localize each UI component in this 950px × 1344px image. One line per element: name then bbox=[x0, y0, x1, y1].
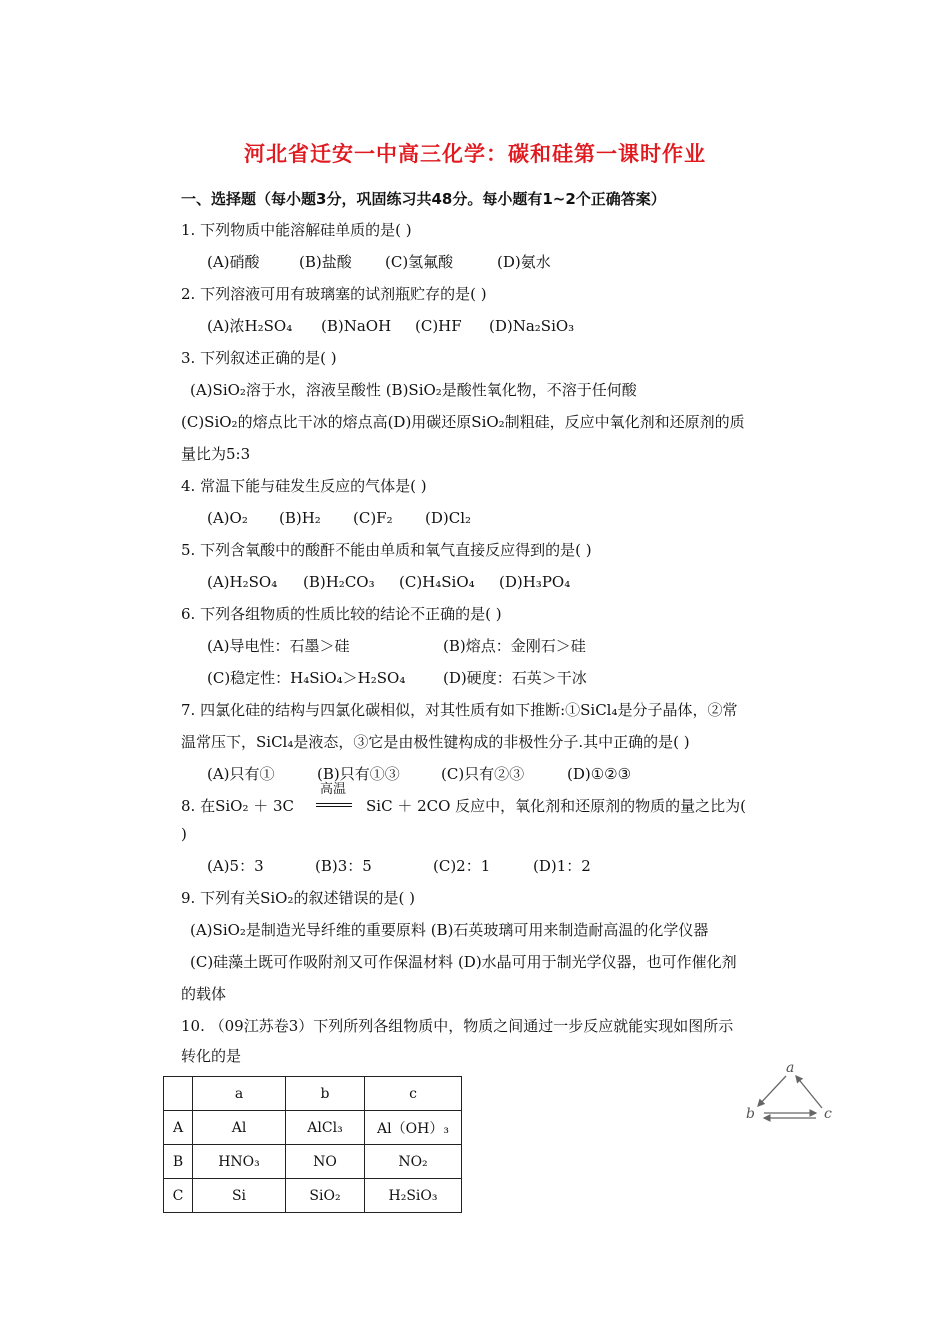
q4-option-d: (D)Cl₂ bbox=[425, 509, 472, 527]
q8-option-a: (A)5：3 bbox=[207, 857, 264, 875]
answer-table bbox=[163, 1076, 462, 1213]
q1-option-a: (A)硝酸 bbox=[207, 253, 260, 271]
question-4-options bbox=[207, 508, 471, 528]
question-8-post: SiC ＋ 2CO 反应中，氧化剂和还原剂的物质的量之比为( bbox=[366, 797, 747, 815]
question-9-stem: 9. 下列有关SiO₂的叙述错误的是( ) bbox=[181, 889, 415, 907]
table-cell: B bbox=[164, 1145, 193, 1179]
q5-option-d: (D)H₃PO₄ bbox=[499, 573, 571, 591]
question-7-options bbox=[207, 764, 631, 784]
table-cell: NO bbox=[286, 1145, 365, 1179]
question-7-line-2: 温常压下，SiCl₄是液态，③它是由极性键构成的非极性分子.其中正确的是( ) bbox=[181, 733, 690, 751]
q5-option-c: (C)H₄SiO₄ bbox=[399, 573, 475, 591]
question-3-line-1: (A)SiO₂溶于水，溶液呈酸性 (B)SiO₂是酸性氧化物，不溶于任何酸 bbox=[190, 381, 637, 399]
table-cell: AlCl₃ bbox=[286, 1111, 365, 1145]
q6-option-a: (A)导电性：石墨＞硅 bbox=[207, 637, 350, 655]
q7-option-a: (A)只有① bbox=[207, 765, 275, 783]
question-6-stem: 6. 下列各组物质的性质比较的结论不正确的是( ) bbox=[181, 605, 502, 623]
table-header-row bbox=[164, 1077, 462, 1111]
node-a-label: a bbox=[786, 1060, 795, 1076]
question-1-stem: 1. 下列物质中能溶解硅单质的是( ) bbox=[181, 221, 412, 239]
q8-option-c: (C)2：1 bbox=[433, 857, 491, 875]
question-2-options bbox=[207, 316, 574, 336]
table-header-cell bbox=[164, 1077, 193, 1111]
question-6-options-row-1 bbox=[207, 636, 586, 656]
question-8-options bbox=[207, 856, 591, 876]
question-9-line-2: (C)硅藻土既可作吸附剂又可作保温材料 (D)水晶可用于制光学仪器，也可作催化剂 bbox=[190, 953, 737, 971]
table-cell: Al bbox=[193, 1111, 286, 1145]
table-row bbox=[164, 1111, 462, 1145]
table-cell: C bbox=[164, 1179, 193, 1213]
node-b-label: b bbox=[746, 1106, 755, 1122]
question-2-stem: 2. 下列溶液可用有玻璃塞的试剂瓶贮存的是( ) bbox=[181, 285, 487, 303]
table-cell: Al（OH）₃ bbox=[365, 1111, 462, 1145]
q4-option-b: (B)H₂ bbox=[279, 509, 321, 527]
q6-option-c: (C)稳定性：H₄SiO₄＞H₂SO₄ bbox=[207, 669, 406, 687]
table-row bbox=[164, 1179, 462, 1213]
q2-option-a: (A)浓H₂SO₄ bbox=[207, 317, 293, 335]
q2-option-d: (D)Na₂SiO₃ bbox=[489, 317, 575, 335]
question-5-stem: 5. 下列含氧酸中的酸酐不能由单质和氧气直接反应得到的是( ) bbox=[181, 541, 592, 559]
table-cell: H₂SiO₃ bbox=[365, 1179, 462, 1213]
table-row bbox=[164, 1145, 462, 1179]
q4-option-c: (C)F₂ bbox=[353, 509, 393, 527]
question-5-options bbox=[207, 572, 570, 592]
q7-option-c: (C)只有②③ bbox=[441, 765, 525, 783]
document-title: 河北省迁安一中高三化学：碳和硅第一课时作业 bbox=[244, 142, 706, 166]
table-header-cell: a bbox=[193, 1077, 286, 1111]
q1-option-c: (C)氢氟酸 bbox=[385, 253, 454, 271]
question-7-line-1: 7. 四氯化硅的结构与四氯化碳相似，对其性质有如下推断:①SiCl₄是分子晶体，②常 bbox=[181, 701, 738, 719]
q6-option-b: (B)熔点：金刚石＞硅 bbox=[443, 637, 586, 655]
reaction-condition-high-temp: 高温 bbox=[320, 782, 347, 797]
table-cell: SiO₂ bbox=[286, 1179, 365, 1213]
q5-option-a: (A)H₂SO₄ bbox=[207, 573, 278, 591]
question-8-pre: 8. 在SiO₂ ＋ 3C bbox=[181, 797, 295, 815]
table-cell: Si bbox=[193, 1179, 286, 1213]
question-1-options bbox=[207, 252, 551, 272]
question-3-line-2: (C)SiO₂的熔点比干冰的熔点高(D)用碳还原SiO₂制粗硅，反应中氧化剂和还原剂的质 bbox=[181, 413, 745, 431]
arrow-c-to-a bbox=[796, 1076, 822, 1108]
q1-option-b: (B)盐酸 bbox=[299, 253, 352, 271]
arrow-a-to-b bbox=[758, 1076, 786, 1106]
q4-option-a: (A)O₂ bbox=[207, 509, 248, 527]
question-10-line-1: 10. （09江苏卷3）下列所列各组物质中，物质之间通过一步反应就能实现如图所示 bbox=[181, 1017, 734, 1035]
question-9-line-3: 的载体 bbox=[181, 985, 227, 1003]
section-heading: 一、选择题（每小题3分，巩固练习共48分。每小题有1~2个正确答案） bbox=[181, 190, 666, 208]
node-c-label: c bbox=[824, 1106, 832, 1122]
q5-option-b: (B)H₂CO₃ bbox=[303, 573, 375, 591]
conversion-diagram bbox=[740, 1062, 840, 1132]
table-cell: NO₂ bbox=[365, 1145, 462, 1179]
table-cell: HNO₃ bbox=[193, 1145, 286, 1179]
question-3-stem: 3. 下列叙述正确的是( ) bbox=[181, 349, 337, 367]
q2-option-b: (B)NaOH bbox=[321, 317, 392, 335]
q8-option-b: (B)3：5 bbox=[315, 857, 372, 875]
table-header-cell: c bbox=[365, 1077, 462, 1111]
q7-option-d: (D)①②③ bbox=[567, 765, 632, 783]
q7-option-b: (B)只有①③ bbox=[317, 765, 400, 783]
question-6-options-row-2 bbox=[207, 668, 587, 688]
reaction-equals-sign bbox=[316, 803, 352, 807]
question-9-line-1: (A)SiO₂是制造光导纤维的重要原料 (B)石英玻璃可用来制造耐高温的化学仪器 bbox=[190, 921, 709, 939]
q1-option-d: (D)氨水 bbox=[497, 253, 551, 271]
table-header-cell: b bbox=[286, 1077, 365, 1111]
q2-option-c: (C)HF bbox=[415, 317, 462, 335]
q6-option-d: (D)硬度：石英＞干冰 bbox=[443, 669, 587, 687]
table-cell: A bbox=[164, 1111, 193, 1145]
question-4-stem: 4. 常温下能与硅发生反应的气体是( ) bbox=[181, 477, 427, 495]
question-3-line-3: 量比为5:3 bbox=[181, 445, 251, 463]
question-8-line-2: ) bbox=[181, 825, 187, 843]
question-10-line-2: 转化的是 bbox=[181, 1047, 242, 1065]
q8-option-d: (D)1：2 bbox=[533, 857, 591, 875]
